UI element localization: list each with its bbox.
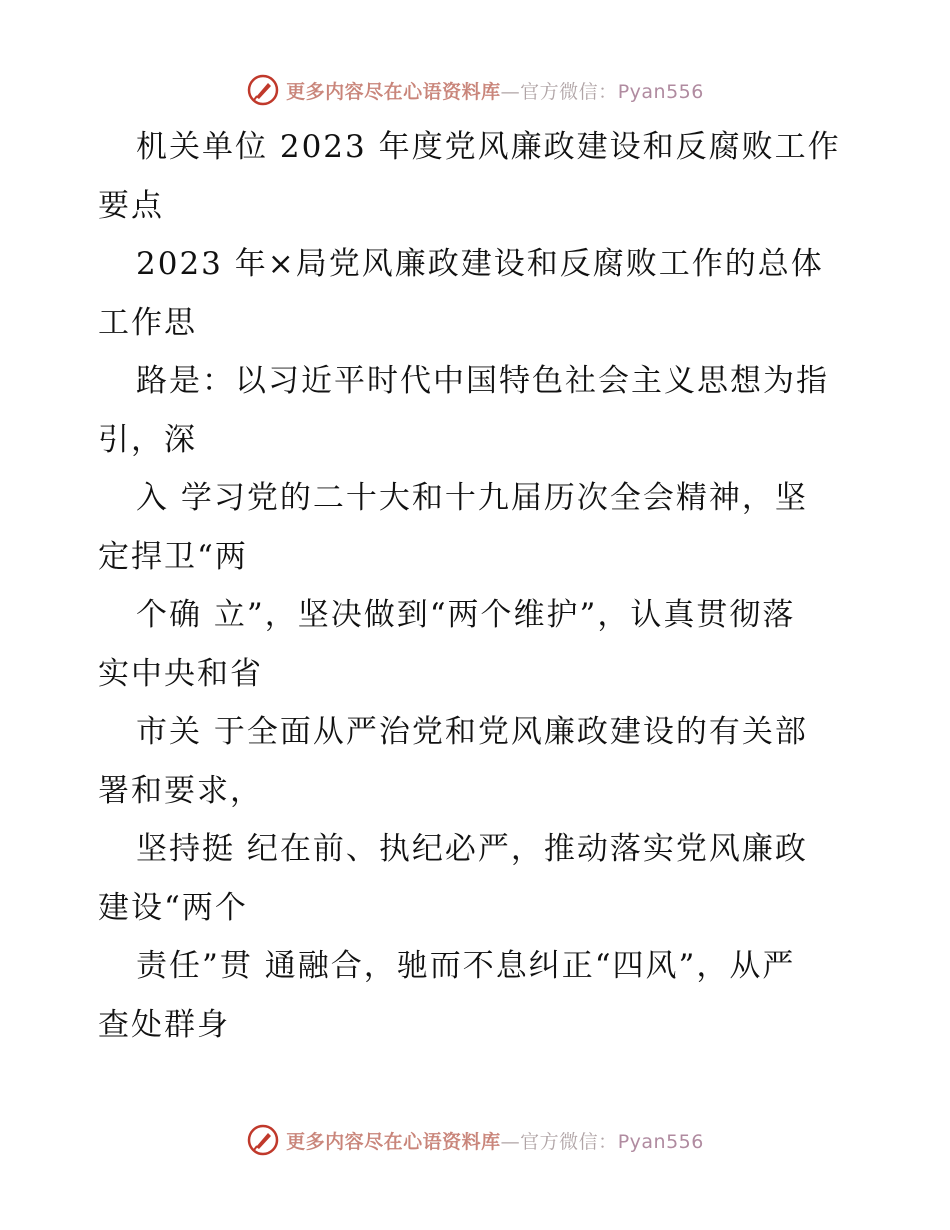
watermark-id: Pyan556 <box>617 1130 704 1153</box>
watermark-id: Pyan556 <box>617 80 704 103</box>
footer-watermark <box>0 1120 950 1160</box>
quill-logo-icon <box>246 73 280 107</box>
watermark-separator: — <box>500 1130 521 1153</box>
watermark-separator: — <box>500 80 521 103</box>
document-title: 机关单位 2023 年度党风廉政建设和反腐败工作 要点 <box>98 129 841 224</box>
paragraph-line: 路是：以习近平时代中国特色社会主义思想为指 引，深 <box>98 363 829 458</box>
watermark-text <box>286 77 704 104</box>
paragraph-line: 市关 于全面从严治党和党风廉政建设的有关部 署和要求， <box>98 714 808 809</box>
watermark-label: 官方微信： <box>520 1130 618 1153</box>
paragraph-line: 坚持挺 纪在前、执纪必严，推动落实党风廉政 建设“两个 <box>98 831 808 926</box>
quill-logo-icon <box>246 1123 280 1157</box>
document-body <box>98 118 858 1054</box>
paragraph-line: 责任”贯 通融合，驰而不息纠正“四风”，从严 查处群身 <box>98 948 796 1043</box>
watermark-brand: 更多内容尽在心语资料库 <box>286 1130 501 1153</box>
paragraph-line: 入 学习党的二十大和十九届历次全会精神，坚 定捍卫“两 <box>98 480 808 575</box>
watermark-text <box>286 1127 704 1154</box>
header-watermark <box>0 70 950 110</box>
paragraph-line: 个确 立”，坚决做到“两个维护”，认真贯彻落 实中央和省 <box>98 597 796 692</box>
watermark-brand: 更多内容尽在心语资料库 <box>286 80 501 103</box>
paragraph-line: 2023 年×局党风廉政建设和反腐败工作的总体 工作思 <box>98 246 824 341</box>
watermark-label: 官方微信： <box>520 80 618 103</box>
